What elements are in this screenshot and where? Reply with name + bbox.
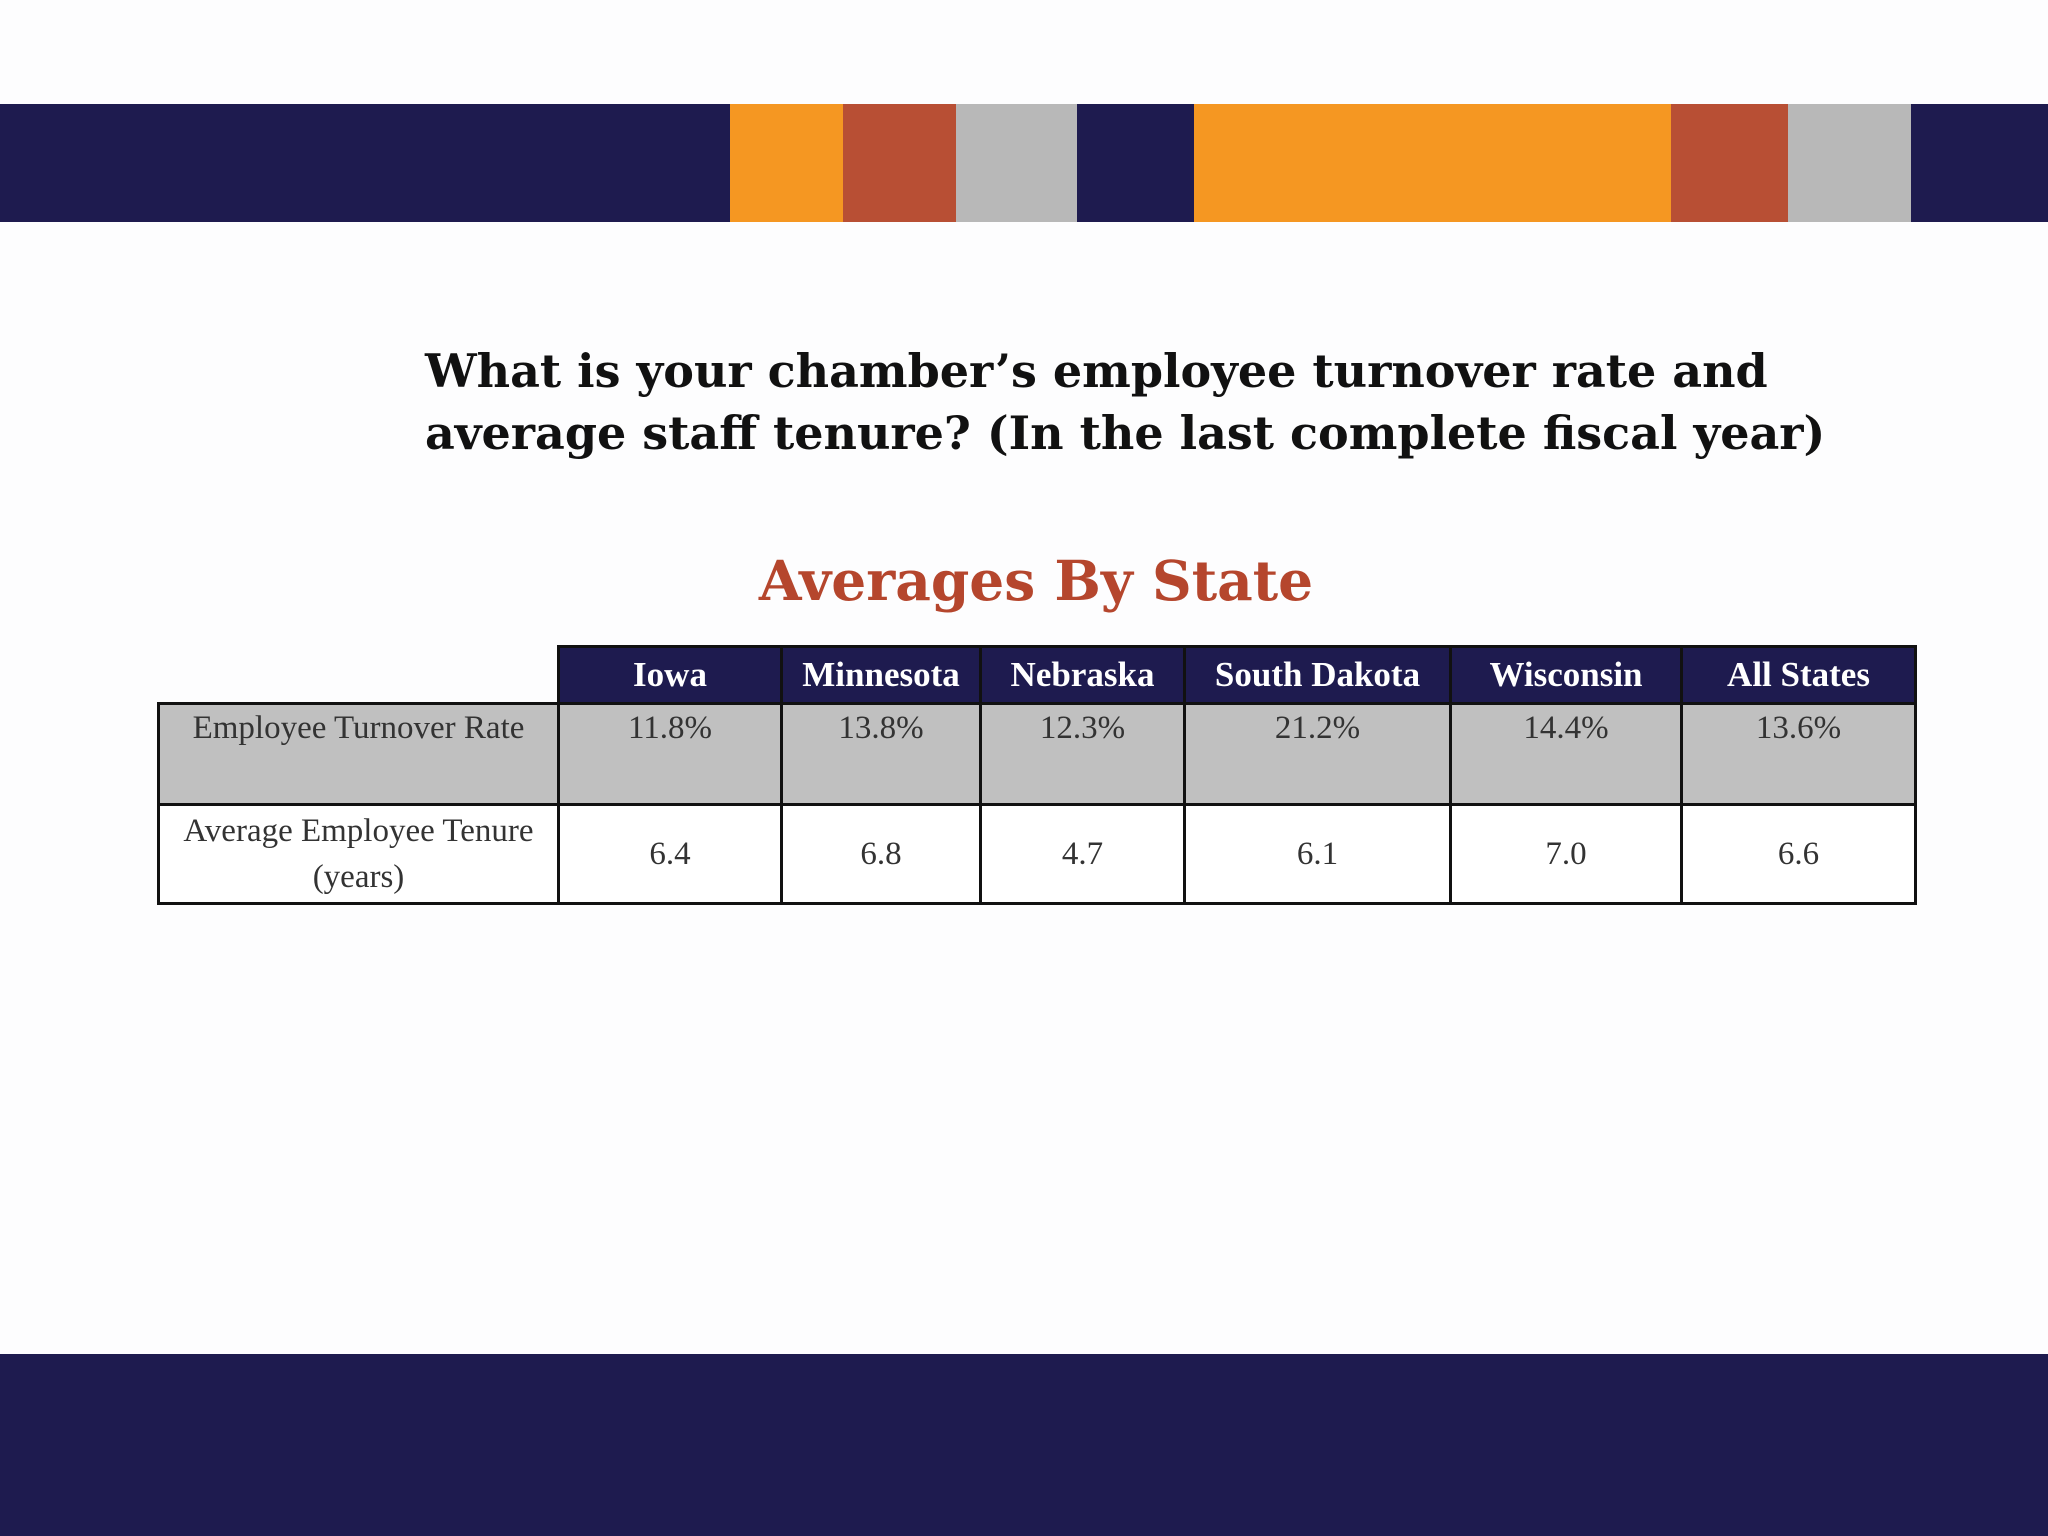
table-cell: 4.7 — [981, 805, 1185, 904]
column-header: All States — [1682, 647, 1916, 704]
column-header: Minnesota — [782, 647, 981, 704]
column-header: Nebraska — [981, 647, 1185, 704]
band-rust-1 — [843, 104, 956, 222]
row-label: Employee Turnover Rate — [159, 704, 559, 805]
table-row — [159, 704, 1916, 805]
table-cell: 11.8% — [559, 704, 782, 805]
header-corner — [159, 647, 559, 704]
table-cell: 21.2% — [1185, 704, 1451, 805]
table-row — [159, 805, 1916, 904]
table-cell: 13.6% — [1682, 704, 1916, 805]
column-header: South Dakota — [1185, 647, 1451, 704]
slide-question: What is your chamber’s employee turnover rate and average staff tenure? (In the last complete fiscal year) — [425, 344, 1826, 460]
table-cell: 6.6 — [1682, 805, 1916, 904]
table-cell: 14.4% — [1451, 704, 1682, 805]
band-orange-2 — [1194, 104, 1671, 222]
table-cell: 7.0 — [1451, 805, 1682, 904]
band-navy-mid — [1077, 104, 1194, 222]
band-navy-left — [0, 104, 730, 222]
top-color-band — [0, 104, 2048, 222]
header-row — [159, 647, 1916, 704]
table-cell: 13.8% — [782, 704, 981, 805]
band-rust-2 — [1671, 104, 1788, 222]
averages-table — [157, 645, 1917, 905]
band-gray-1 — [956, 104, 1077, 222]
row-label: Average Employee Tenure (years) — [159, 805, 559, 904]
column-header: Wisconsin — [1451, 647, 1682, 704]
table-cell: 6.8 — [782, 805, 981, 904]
table-cell: 12.3% — [981, 704, 1185, 805]
band-orange-1 — [730, 104, 843, 222]
table-title: Averages By State — [758, 548, 1314, 613]
column-header: Iowa — [559, 647, 782, 704]
table-cell: 6.4 — [559, 805, 782, 904]
band-navy-right — [1911, 104, 2048, 222]
band-gray-2 — [1788, 104, 1911, 222]
bottom-navy-band — [0, 1354, 2048, 1536]
table-cell: 6.1 — [1185, 805, 1451, 904]
